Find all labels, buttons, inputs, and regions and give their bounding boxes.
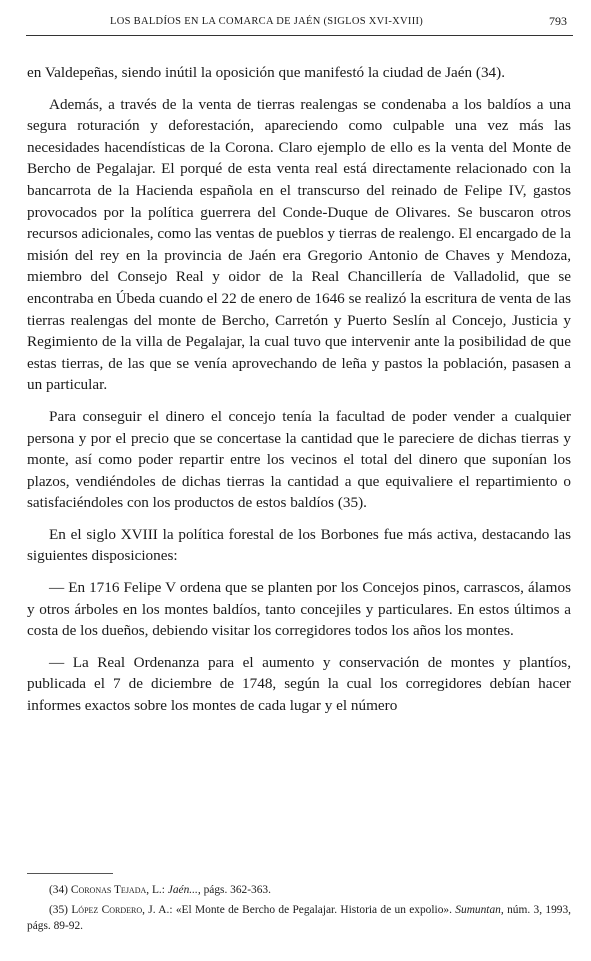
siglo-numeral: XVIII	[120, 525, 158, 543]
footnote-author: López Cordero, J. A.:	[71, 904, 173, 916]
body-text	[27, 62, 571, 727]
footnote-title: Jaén...,	[167, 884, 201, 896]
footnote-number: (35)	[49, 904, 68, 916]
list-item-1716: — En 1716 Felipe V ordena que se planten por los Concejos pinos, carrascos, álamos y otros árboles en los montes baldíos, tanto concejiles y particulares. En estos últimos a costa de los dueños, debiendo visitar los corregidores todos los años los montes.	[27, 579, 571, 640]
header-rule	[26, 35, 573, 36]
siglo-text-before: En el siglo	[49, 525, 121, 543]
paragraph-siglo-xviii	[27, 524, 571, 567]
footnote-35	[27, 902, 571, 934]
footnote-journal: Sumuntan,	[455, 904, 504, 916]
page-header	[26, 12, 573, 34]
footnote-pages: págs. 362-363.	[203, 884, 271, 896]
paragraph-continuation: en Valdepeñas, siendo inútil la oposición que manifestó la ciudad de Jaén (34).	[27, 64, 505, 81]
paragraph-monte-bercho: Además, a través de la venta de tierras realengas se condenaba a los baldíos a una segura roturación y deforestación, apareciendo como culpable una vez más las necesidades hacendísticas de la Corona. Claro ejemplo de ello es la venta del Monte de Bercho de Pegalajar. El porqué de esta venta real está directamente relacionado con la bancarrota de la Hacienda española en el transcurso del reinado de Felipe IV, gastos provocados por la política guerrera del Conde-Duque de Olivares. Se buscaron otros recursos adicionales, como las ventas de pueblos y tierras de realengo. El encargado de la misión del rey en la provincia de Jaén era Gregorio Antonio de Chaves y Mendoza, miembro del Consejo Real y oidor de la Real Chancillería de Valladolid, que se encontraba en Úbeda cuando el 22 de enero de 1646 se realizó la escritura de venta de las tierras realengas del monte de Bercho, Carretón y Puerto Seslín al Concejo, Justicia y Regimiento de la villa de Pegalajar, la cual tuvo que intervenir ante la posibilidad de que estas tierras, de las que se venía aprovechando de leña y pastos la población, pasasen a un particular.	[27, 95, 571, 394]
siglo-text-after: la política forestal de los Borbones fue más activa, destacando las siguientes disposiciones:	[27, 525, 571, 565]
list-item-1748: — La Real Ordenanza para el aumento y conservación de montes y plantíos, publicada el 7 de diciembre de 1748, según la cual los corregidores debían hacer informes exactos sobre los montes de cada lugar y el número	[27, 653, 571, 715]
page-number: 793	[549, 14, 567, 28]
paragraph-concejo-dinero: Para conseguir el dinero el concejo tenía la facultad de poder vender a cualquier persona y por el precio que se concertase la cantidad que le pareciere de dichas tierras y monte, así como poder repartir entre los vecinos el total del dinero que suponían los plazos, vendiéndoles de dichas tierras la cantidad a que equivaliere el repartimiento o satisfaciéndoles con los productos de estos baldíos (35).	[27, 407, 571, 512]
footnote-author: Coronas Tejada, L.:	[70, 884, 165, 896]
footnote-rule	[27, 873, 113, 874]
footnote-pages: núm. 3, 1993, págs. 89-92.	[27, 904, 571, 932]
running-head: LOS BALDÍOS EN LA COMARCA DE JAÉN (SIGLOS XVI-XVIII)	[110, 16, 424, 27]
footnote-article-title: «El Monte de Bercho de Pegalajar. Historia de un expolio».	[175, 904, 452, 916]
footnotes	[27, 882, 571, 938]
footnote-34	[27, 882, 571, 898]
footnote-number: (34)	[49, 884, 68, 896]
